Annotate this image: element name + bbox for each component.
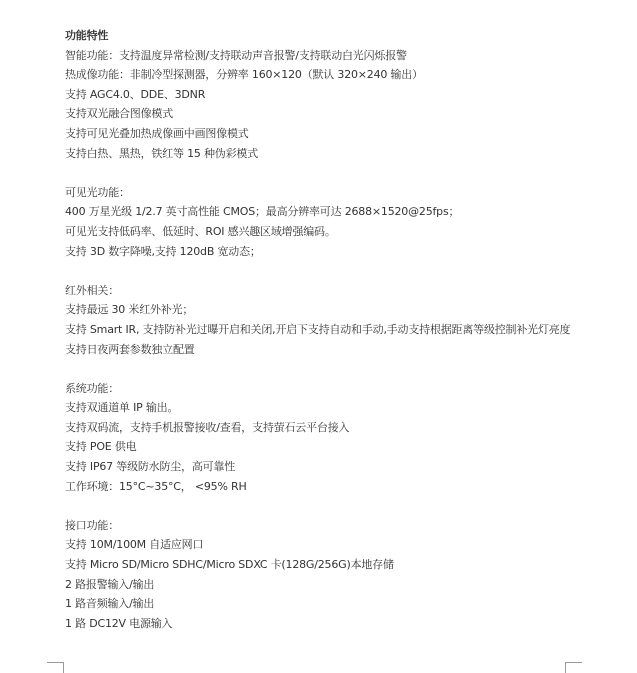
feature-line: 支持 Micro SD/Micro SDHC/Micro SDXC 卡(128G/256G)本地存储 <box>65 558 394 572</box>
paragraph-gap <box>65 496 585 516</box>
section-title-interfaces: 接口功能： <box>65 518 119 532</box>
feature-line: 支持日夜两套参数独立配置 <box>65 342 195 356</box>
feature-line: 智能功能：支持温度异常检测/支持联动声音报警/支持联动白光闪烁报警 <box>65 48 407 62</box>
feature-line: 1 路音频输入/输出 <box>65 597 155 611</box>
feature-line: 支持最远 30 米红外补光； <box>65 303 194 317</box>
feature-line: 支持双光融合图像模式 <box>65 107 173 121</box>
page-corner-mark-left <box>47 662 64 673</box>
feature-line: 支持 AGC4.0、DDE、3DNR <box>65 87 206 101</box>
paragraph-gap <box>65 163 585 183</box>
feature-line: 热成像功能：非制冷型探测器，分辨率 160×120（默认 320×240 输出） <box>65 68 423 82</box>
feature-line: 400 万星光级 1/2.7 英寸高性能 CMOS；最高分辨率可达 2688×1520@25fps； <box>65 205 460 219</box>
feature-line: 支持 Smart IR, 支持防补光过曝开启和关闭,开启下支持自动和手动,手动支持根据距离等级控制补光灯亮度 <box>65 322 571 336</box>
section-title-infrared: 红外相关： <box>65 283 119 297</box>
page-corner-mark-right <box>565 662 582 673</box>
feature-line: 支持 IP67 等级防水防尘，高可靠性 <box>65 460 236 474</box>
document-body <box>65 26 585 633</box>
feature-line: 支持 3D 数字降噪,支持 120dB 宽动态； <box>65 244 261 258</box>
feature-line: 支持可见光叠加热成像画中画图像模式 <box>65 126 249 140</box>
section-title-system: 系统功能： <box>65 381 119 395</box>
feature-line: 支持白热、黑热，铁红等 15 种伪彩模式 <box>65 146 258 160</box>
feature-line: 支持双通道单 IP 输出。 <box>65 401 179 415</box>
feature-line: 支持双码流，支持手机报警接收/查看，支持萤石云平台接入 <box>65 420 350 434</box>
feature-line: 2 路报警输入/输出 <box>65 577 155 591</box>
feature-line: 支持 10M/100M 自适应网口 <box>65 538 204 552</box>
section-title-visible-light: 可见光功能： <box>65 185 130 199</box>
feature-line: 支持 POE 供电 <box>65 440 137 454</box>
feature-line: 1 路 DC12V 电源输入 <box>65 616 173 630</box>
paragraph-gap <box>65 261 585 281</box>
paragraph-gap <box>65 359 585 379</box>
feature-line: 工作环境：15°C~35°C， <95% RH <box>65 479 247 493</box>
section-title-features: 功能特性 <box>65 29 109 42</box>
feature-line: 可见光支持低码率、低延时、ROI 感兴趣区域增强编码。 <box>65 224 336 238</box>
